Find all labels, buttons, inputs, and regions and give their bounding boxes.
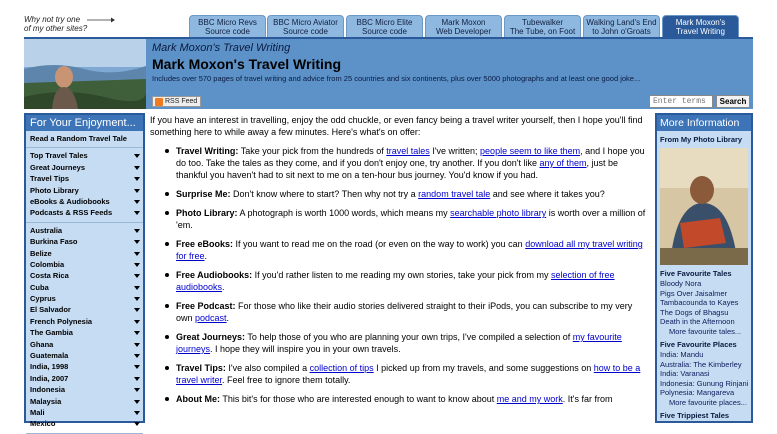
site-tab-line2: The Tube, on Foot [509,27,576,36]
nav-item-label: The Gambia [30,328,73,338]
feature-label: Great Journeys: [176,332,246,342]
nav-section-random [26,131,143,148]
nav-item[interactable] [30,225,143,236]
nav-item[interactable] [30,396,143,407]
nav-item[interactable] [30,282,143,293]
site-tab[interactable] [267,15,344,37]
inline-link[interactable]: any of them [539,158,587,168]
chevron-down-icon[interactable] [134,286,140,290]
nav-item[interactable] [30,350,143,361]
feature-text: I've also compiled a [225,363,310,373]
site-tagline: Includes over 570 pages of travel writing and advice from 25 countries and six continents, plus over 5000 photographs and at least one good joke... [152,74,641,83]
chevron-down-icon[interactable] [134,343,140,347]
nav-item[interactable] [30,173,143,184]
favourite-place-link[interactable]: Australia: The Kimberley [660,359,742,369]
favourite-tales-heading: Five Favourite Tales [660,269,732,278]
nav-item-label: Guatemala [30,351,69,361]
nav-item[interactable] [30,259,143,270]
site-tab-line2: to John o'Groats [592,27,651,36]
chevron-down-icon[interactable] [134,411,140,415]
feature-item [150,362,648,386]
nav-item[interactable] [30,304,143,315]
nav-item[interactable] [30,418,143,429]
feature-text: If you want to read me on the road (or even on the way to work) you can [233,239,526,249]
nav-item[interactable] [30,248,143,259]
more-places-link[interactable]: More favourite places... [669,397,747,407]
nav-item-label: Indonesia [30,385,66,395]
site-tab[interactable] [425,15,502,37]
feature-text: , just be thankful you haven't had to sit next to me on a ten-hour bus journey. You'd know if you had. [176,158,619,180]
nav-item-label: Ghana [30,339,54,349]
bullet-icon [165,242,169,246]
intro-paragraph: If you have an interest in travelling, enjoy the odd chuckle, or even fancy being a travel writer yourself, then I hope you'll find something here to while away a few minutes. Here's what's on offer: [150,115,643,137]
nav-sections [26,148,143,433]
favourite-places-heading: Five Favourite Places [660,340,737,349]
inline-link[interactable]: people seem to like them [480,146,581,156]
chevron-down-icon[interactable] [134,229,140,233]
feature-text: If you'd rather listen to me reading my own stories, take your pick from my [252,270,552,280]
feature-label: Surprise Me: [176,189,231,199]
site-tab-line1: Tubewalker [521,18,564,27]
favourite-tale-link[interactable]: Pigs Over Jaisalmer [660,288,728,298]
inline-link[interactable]: my favourite journeys [176,332,622,354]
inline-link[interactable]: podcast [195,313,227,323]
nav-item[interactable] [30,407,143,418]
rss-feed-button[interactable]: RSS Feed [152,96,201,107]
nav-item-label: Costa Rica [30,271,69,281]
favourite-tale-link[interactable]: Tambacounda to Kayes [660,298,739,307]
favourite-tale-link[interactable]: Bloody Nora [660,279,702,288]
search-button[interactable]: Search [716,95,750,108]
nav-item-label: Mexico [30,419,56,429]
chevron-down-icon[interactable] [134,308,140,312]
feature-label: Free Audiobooks: [176,270,253,280]
arrow-right-icon [87,17,115,23]
site-tab-line2: Source code [283,27,328,36]
chevron-down-icon[interactable] [134,388,140,392]
site-tab-line2: Source code [205,27,250,36]
site-header [24,37,753,109]
rss-icon [155,98,163,106]
favourite-place-link[interactable]: Indonesia: Gunung Rinjani [660,378,749,388]
site-tab[interactable] [189,15,266,37]
feature-text: . Feel free to ignore them totally. [222,375,351,385]
nav-item[interactable] [30,327,143,338]
favourite-tale-link[interactable]: Death in the Afternoon [660,317,735,326]
inline-link[interactable]: travel tales [386,146,430,156]
feature-text: and see where it takes you? [490,189,605,199]
feature-text: For those who like their audio stories delivered straight to their iPods, you can subscribe to my very own [176,301,633,323]
favourite-tale-link[interactable]: The Dogs of Bhagsu [660,307,729,317]
nav-item-label: Cyprus [30,294,56,304]
right-sidebar-title: More Information [657,115,751,131]
chevron-down-icon[interactable] [134,422,140,426]
feature-text: is worth over a million of 'em. [176,208,646,230]
site-title[interactable]: Mark Moxon's Travel Writing [152,56,341,72]
nav-item-label: Belize [30,248,52,258]
site-tab-line1: BBC Micro Elite [356,18,413,27]
site-tab[interactable] [346,15,423,37]
nav-item[interactable] [30,384,143,395]
nav-item-label: eBooks & Audiobooks [30,196,110,206]
nav-item-label: French Polynesia [30,316,93,326]
inline-link[interactable]: me and my work [496,394,563,404]
nav-item[interactable] [30,270,143,281]
site-kicker: Mark Moxon's Travel Writing [152,42,291,54]
favourite-tales-list [657,279,751,327]
nav-item-label: India, 1998 [30,362,69,372]
site-tab[interactable] [583,15,660,37]
nav-item-label: Travel Tips [30,174,70,184]
chevron-down-icon[interactable] [134,263,140,267]
header-photo [24,39,146,109]
chevron-down-icon[interactable] [134,377,140,381]
inline-link[interactable]: how to be a travel writer [176,363,641,385]
feature-text: . [226,313,230,323]
nav-item[interactable] [30,207,143,218]
other-sites-promo: Why not try one of my other sites? [24,15,88,33]
nav-item[interactable] [30,316,143,327]
main-content [150,114,648,423]
chevron-down-icon[interactable] [134,274,140,278]
top-strip [0,0,777,37]
feature-item [150,331,648,355]
nav-section [26,223,143,434]
feature-list [150,145,648,405]
site-tab-line1: Mark Moxon [441,18,486,27]
feature-item [150,269,648,293]
left-sidebar-title: For Your Enjoyment... [26,115,143,131]
bullet-icon [165,273,169,277]
site-tab-line1: BBC Micro Revs [198,18,257,27]
feature-text: Don't know where to start? Then why not try a [230,189,419,199]
favourite-place-link[interactable]: Polynesia: Mangareva [660,388,735,397]
feature-label: Travel Writing: [176,146,239,156]
feature-text: I've written; [429,146,481,156]
nav-item[interactable] [30,361,143,372]
nav-item[interactable] [30,162,143,173]
trippiest-tales-heading: Five Trippiest Tales [660,411,730,420]
random-tale-link[interactable]: Read a Random Travel Tale [30,134,127,143]
inline-link[interactable]: random travel tale [418,189,491,199]
feature-text: Take your pick from the hundreds of [238,146,387,156]
feature-label: Travel Tips: [176,363,226,373]
feature-text: To help those of you who are planning your own trips, I've compiled a selection of [245,332,573,342]
nav-section [26,148,143,222]
nav-item[interactable] [30,373,143,384]
nav-item-label: Colombia [30,259,65,269]
nav-item-label: Cuba [30,282,49,292]
site-tab-line2: Source code [362,27,407,36]
inline-link[interactable]: selection of free audiobooks [176,270,615,292]
bullet-icon [165,149,169,153]
nav-item-label: Australia [30,225,63,235]
left-sidebar [24,113,145,429]
site-tab[interactable] [662,15,739,37]
feature-label: Free Podcast: [176,301,236,311]
site-tab-line1: Walking Land's End [586,18,657,27]
feature-item [150,300,648,324]
chevron-down-icon[interactable] [134,252,140,256]
site-tab-line1: Mark Moxon's [675,18,726,27]
chevron-down-icon[interactable] [134,154,140,158]
bullet-icon [165,211,169,215]
chevron-down-icon[interactable] [134,177,140,181]
right-sidebar [655,113,753,423]
favourite-place-link[interactable]: India: Varanasi [660,369,710,378]
inline-link[interactable]: download all my travel writing for free [176,239,643,261]
nav-item-label: Malaysia [30,396,62,406]
feature-label: Photo Library: [176,208,238,218]
nav-item-label: India, 2007 [30,373,69,383]
feature-item [150,393,648,405]
nav-item-label: Great Journeys [30,162,86,172]
feature-text: This bit's for those who are interested enough to want to know about [220,394,497,404]
nav-item[interactable] [30,185,143,196]
site-tab-line2: Travel Writing [676,27,725,36]
chevron-down-icon[interactable] [134,331,140,335]
nav-item-label: El Salvador [30,305,71,315]
nav-item[interactable] [30,196,143,207]
chevron-down-icon[interactable] [134,320,140,324]
inline-link[interactable]: searchable photo library [450,208,547,218]
search-input[interactable] [649,95,713,108]
chevron-down-icon[interactable] [134,354,140,358]
nav-item-label: Top Travel Tales [30,151,88,161]
feature-text: . It's far from [562,394,613,404]
photo-library-heading: From My Photo Library [660,135,743,144]
feature-text: , and I hope you do too. Take the tales as they come, and if you don't enjoy one, try another. If you don't like [176,146,645,168]
feature-text: I picked up from my travels, and some suggestions on [373,363,594,373]
chevron-down-icon[interactable] [134,211,140,215]
chevron-down-icon[interactable] [134,297,140,301]
nav-item-label: Podcasts & RSS Feeds [30,208,113,218]
favourite-place-link[interactable]: India: Mandu [660,350,704,359]
bullet-icon [165,335,169,339]
feature-item [150,188,648,200]
site-tab-line1: BBC Micro Aviator [273,18,338,27]
more-tales-link[interactable]: More favourite tales... [669,326,742,336]
feature-text: A photograph is worth 1000 words, which means my [237,208,451,218]
nav-item-label: Photo Library [30,185,79,195]
nav-item[interactable] [30,236,143,247]
feature-label: Free eBooks: [176,239,234,249]
featured-photo[interactable] [660,148,748,265]
chevron-down-icon[interactable] [134,189,140,193]
bullet-icon [165,397,169,401]
nav-item[interactable] [30,339,143,350]
bullet-icon [165,304,169,308]
nav-item-label: Burkina Faso [30,237,78,247]
chevron-down-icon[interactable] [134,200,140,204]
feature-text: . I hope they will inspire you in your own travels. [210,344,401,354]
nav-item-label: Mali [30,407,45,417]
chevron-down-icon[interactable] [134,240,140,244]
feature-label: About Me: [176,394,220,404]
feature-text: . [222,282,225,292]
site-tab[interactable] [504,15,581,37]
inline-link[interactable]: collection of tips [309,363,374,373]
site-tab-line2: Web Developer [436,27,491,36]
chevron-down-icon[interactable] [134,400,140,404]
feature-item [150,145,648,181]
feature-item [150,238,648,262]
feature-item [150,207,648,231]
bullet-icon [165,366,169,370]
bullet-icon [165,192,169,196]
nav-item[interactable] [30,150,143,161]
chevron-down-icon[interactable] [134,166,140,170]
chevron-down-icon[interactable] [134,365,140,369]
nav-item[interactable] [30,293,143,304]
feature-text: . [204,251,208,261]
favourite-places-list [657,350,751,398]
